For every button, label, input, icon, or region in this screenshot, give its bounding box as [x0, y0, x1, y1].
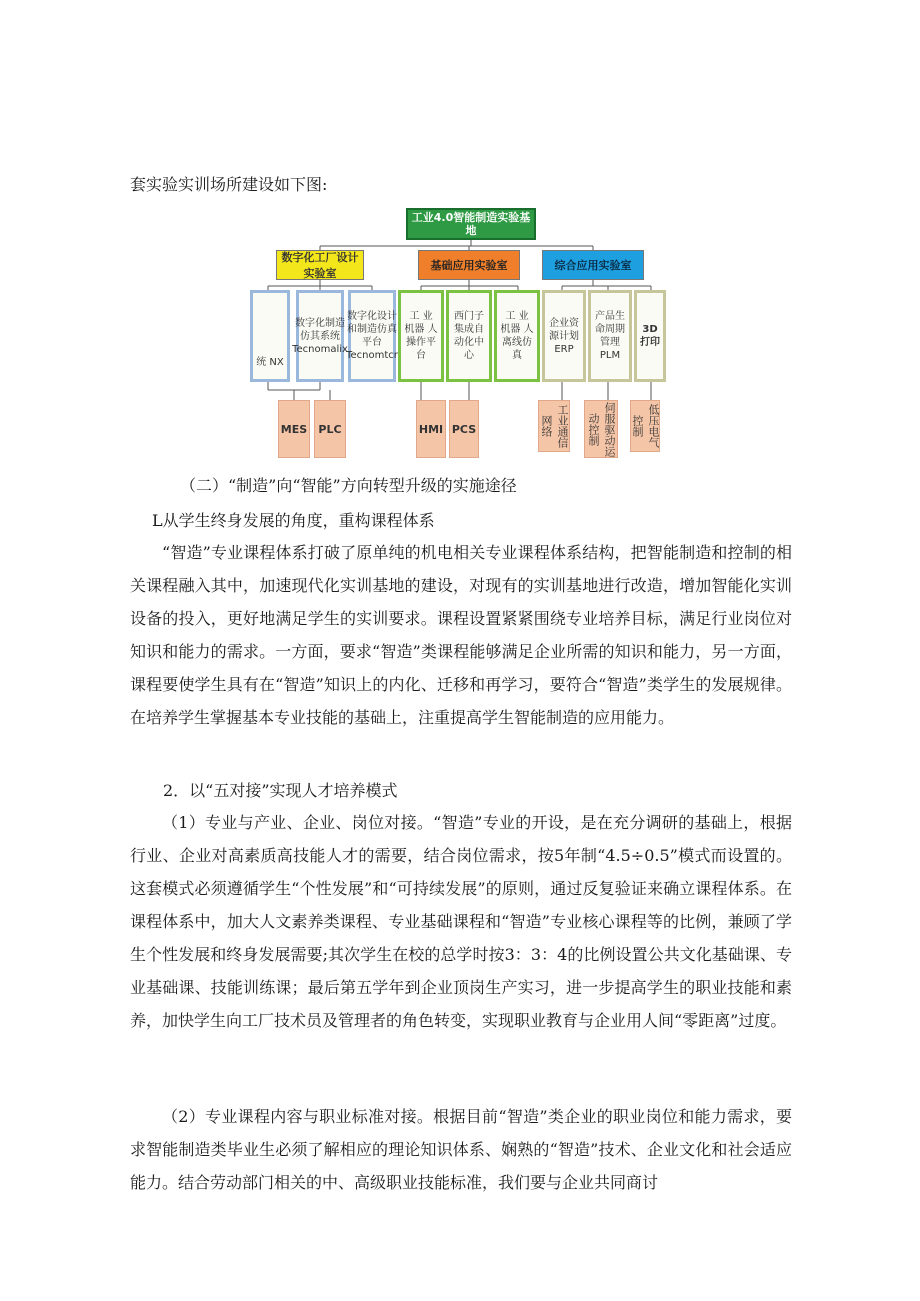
category-digital-factory: 数字化工厂设计实验室 [276, 250, 364, 280]
sub-pcs: PCS [449, 400, 479, 458]
column-tecnomatix-platform: 数字化设计和制造仿真平台Tecnomtcr [348, 290, 396, 382]
item2-paragraph-2: （2）专业课程内容与职业标准对接。根据目前“智造”类企业的职业岗位和能力需求，要求智能制造类毕业生必须了解相应的理论知识体系、娴熟的“智造”技术、企业文化和社会适应能力。结合劳动部门相关的中、高级职业技能标准，我们要与企业共同商讨 [130, 1107, 792, 1192]
category-integrated-application: 综合应用实验室 [542, 250, 644, 280]
column-erp: 企业资源计划ERP [542, 290, 586, 382]
column-robot-operation: 工 业 机器 人 操作平台 [398, 290, 444, 382]
column-nx: 统 NX [250, 290, 290, 382]
sub-hmi: HMI [416, 400, 446, 458]
column-tecnomatix: 数字化制造仿其系统Tecnomalix [296, 290, 344, 382]
item1-body: “智造”专业课程体系打破了原单纯的机电相关专业课程体系结构，把智能制造和控制的相关课程融入其中，加速现代化实训基地的建设，对现有的实训基地进行改造，增加智能化实训设备的投入，更好地满足学生的实训要求。课程设置紧紧围绕专业培养目标，满足行业岗位对知识和能力的需求。一方面，要求“智造”类课程能够满足企业所需的知识和能力，另一方面，课程要使学生具有在“智造”知识上的内化、迁移和再学习，要符合“智造”类学生的发展规律。在培养学生掌握基本专业技能的基础上，注重提高学生智能制造的应用能力。 [130, 543, 792, 727]
sub-low-voltage: 低压电气控制 [630, 400, 660, 452]
diagram-root-node: 工业4.0智能制造实验基地 [406, 208, 536, 240]
sub-plc: PLC [314, 400, 346, 458]
item2-heading: 2．以“五对接”实现人才培养模式 [163, 781, 398, 800]
column-plm: 产品生命周期管理PLM [588, 290, 632, 382]
column-robot-simulation: 工 业 机器 人 离线仿真 [494, 290, 540, 382]
item1-heading: L从学生终身发展的角度，重构课程体系 [152, 511, 435, 530]
sub-industrial-network: 工业通信网络 [538, 400, 570, 452]
column-siemens-automation: 西门子集成自动化中心 [446, 290, 492, 382]
section-heading: （二）“制造”向“智能”方向转型升级的实施途径 [180, 476, 517, 495]
sub-mes: MES [278, 400, 310, 458]
sub-servo-motion: 伺服驱动运动控制 [584, 400, 618, 458]
item2-paragraph-1: （1）专业与产业、企业、岗位对接。“智造”专业的开设，是在充分调研的基础上，根据行业、企业对高素质高技能人才的需要，结合岗位需求，按5年制“4.5÷0.5”模式而设置的。这套模式必须遵循学生“个性发展”和“可持续发展”的原则，通过反复验证来确立课程体系。在课程体系中，加大人文素养类课程、专业基础课程和“智造”专业核心课程等的比例，兼顾了学生个性发展和终身发展需要;其次学生在校的总学时按3：3：4的比例设置公共文化基础课、专业基础课、技能训练课；最后第五学年到企业顶岗生产实习，进一步提高学生的职业技能和素养，加快学生向工厂技术员及管理者的角色转变，实现职业教育与企业用人间“零距离”过度。 [130, 813, 792, 1030]
column-3d-printing: 3D打印 [634, 290, 666, 382]
lab-structure-diagram [246, 204, 672, 466]
category-basic-application: 基础应用实验室 [418, 250, 520, 280]
intro-line: 套实验实训场所建设如下图: [130, 175, 328, 194]
